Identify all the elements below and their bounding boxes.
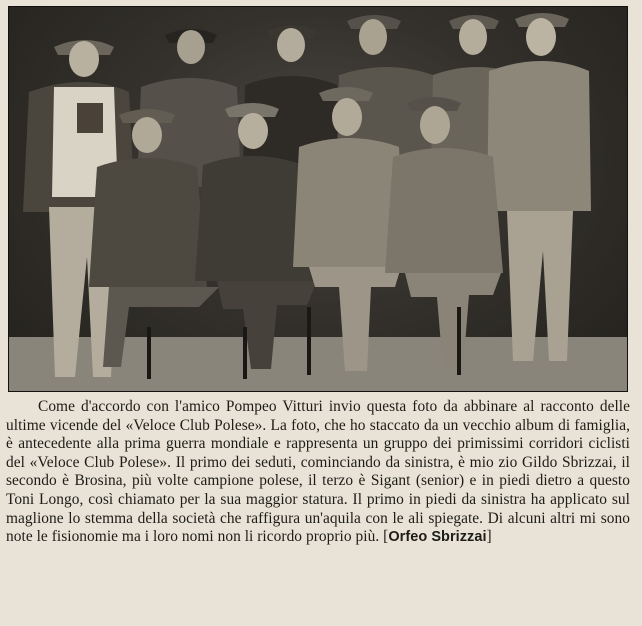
historical-group-photo [8, 6, 628, 392]
author-bracket-open: [ [383, 528, 389, 546]
author-bracket-close: ] [486, 528, 492, 546]
photo-illustration [9, 7, 627, 391]
eagle-crest [77, 103, 103, 133]
caption-text: Come d'accordo con l'amico Pompeo Vitturi invio questa foto da abbinare al racconto delle ultime vicende del «Veloce Club Polese». La foto, che ho staccato da un vecchio album di famiglia, è antecedente alla prima guerra mondiale e rappresenta un gruppo dei primissimi corridori ciclisti del «Veloce Club Polese». Il primo dei seduti, cominciando da sinistra, è mio zio Gildo Sbrizzai, il secondo è Brosina, più volte campione polese, il terzo è Sigant (senior) e in piedi dietro a questo Toni Longo, così chiamato per la sua maggior statura. Il primo in piedi da sinistra ha applicato sul maglione lo stemma della società che raffigura un'aquila con le ali spiegate. Di alcuni altri mi sono note le fisionomie ma i loro nomi non li ricordo proprio più. [6, 398, 630, 546]
author-signature: Orfeo Sbrizzai [388, 529, 487, 546]
photo-caption [6, 398, 630, 547]
